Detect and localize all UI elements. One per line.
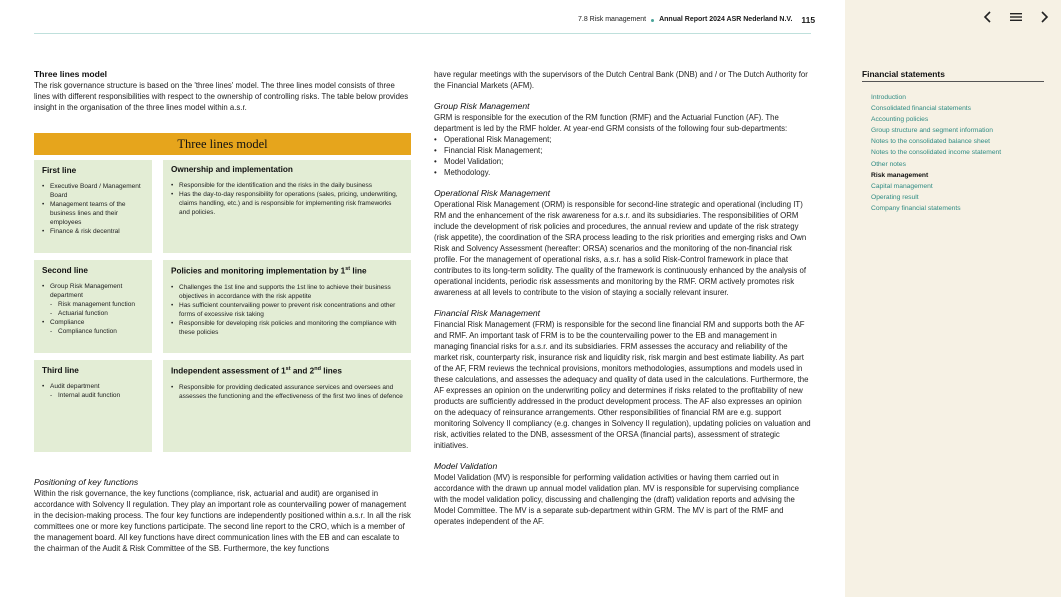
responsibility-list bbox=[171, 283, 403, 337]
responsibility-list bbox=[171, 181, 403, 217]
page-header bbox=[578, 14, 815, 26]
line-title: Third line bbox=[42, 366, 79, 375]
previous-page-button[interactable] bbox=[981, 10, 995, 24]
list-item: - Internal audit function bbox=[42, 391, 144, 400]
line-owner-panel bbox=[34, 360, 152, 452]
model-row bbox=[34, 260, 411, 353]
intro-block bbox=[434, 69, 811, 91]
list-item: • Has sufficient countervailing power to prevent risk concentrations and other forms of excessive risk taking bbox=[171, 301, 403, 319]
list-item: • Responsible for the identification and the risks in the daily business bbox=[171, 181, 403, 190]
frm-block bbox=[434, 308, 811, 451]
header-report-title: Annual Report 2024 ASR Nederland N.V. bbox=[659, 16, 793, 23]
bullet-list bbox=[434, 134, 811, 178]
orm-block bbox=[434, 188, 811, 298]
three-lines-model-title: Three lines model bbox=[34, 133, 411, 155]
chevron-left-icon bbox=[983, 11, 993, 23]
grm-block bbox=[434, 101, 811, 178]
header-divider bbox=[34, 33, 811, 34]
paragraph: Model Validation (MV) is responsible for performing validation activities or having them carried out in accordance with the drawn up annual model validation plan. MV is responsible for supervising compliance with the model validation policy, discussing and challenging the (draft) validation reports and advising the Model Committee. The MV is a separate sub-department within GRM. The MV is part of the RMF and operates independent of the AF. bbox=[434, 473, 799, 526]
list-item: • Operational Risk Management; bbox=[434, 134, 811, 145]
paragraph: The risk governance structure is based on the 'three lines' model. The three lines model consists of three lines with different responsibilities with respect to the ownership of controlling risks. The table below provides insight in the organisation of the three lines model within a.s.r. bbox=[34, 81, 409, 112]
model-row bbox=[34, 360, 411, 452]
list-item: • Responsible for providing dedicated assurance services and oversees and assesses the functioning and the effectiveness of the first two lines of defence bbox=[171, 383, 403, 401]
list-item: • Challenges the 1st line and supports the 1st line to achieve their business objectives in accordance with the risk appetite bbox=[171, 283, 403, 301]
menu-icon bbox=[1010, 12, 1022, 22]
owner-list bbox=[42, 182, 144, 236]
section-heading: Operational Risk Management bbox=[434, 188, 551, 198]
line-title: Second line bbox=[42, 266, 88, 275]
paragraph: Operational Risk Management (ORM) is responsible for second-line strategic and operational (including IT) RM and the enhancement of the risk awareness for a.s.r. and its subsidiaries. The responsibilities of ORM include the development of risk policies and procedures, the annual review and update of the risk strategy (risk appetite), the coordination of the SRA process leading to the risk priorities and emerging risks and Own Risk and Solvency Assessment (hereafter: ORSA) scenarios and the monitoring of the non-financial risk profile. For the management of operational risks, a.s.r. has a solid Risk-Control framework in place that contributes to its long-term solidity. The quality of the framework is continuously enhanced by the analysis of operational incidents, periodic risk assessments and monitoring by the RMF. ORM actively promotes risk awareness at all levels to contribute to the vision of staying a socially relevant insurer. bbox=[434, 200, 807, 297]
list-item: • Executive Board / Management Board bbox=[42, 182, 144, 200]
list-item: • Compliance bbox=[42, 318, 144, 327]
sidebar-item[interactable]: Operating result bbox=[871, 193, 919, 201]
list-item: • Responsible for developing risk policies and monitoring the compliance with these policies bbox=[171, 319, 403, 337]
separator-dot bbox=[651, 19, 654, 22]
sidebar-item[interactable]: Introduction bbox=[871, 94, 906, 101]
section-heading: Financial Risk Management bbox=[434, 308, 541, 318]
list-item: • Methodology. bbox=[434, 167, 811, 178]
positioning-section bbox=[34, 477, 411, 554]
section-heading: Model Validation bbox=[434, 461, 498, 471]
page-navigation bbox=[981, 10, 1051, 24]
line-responsibility-panel bbox=[163, 360, 411, 452]
line-responsibility-panel bbox=[163, 160, 411, 253]
list-item: • Model Validation; bbox=[434, 156, 811, 167]
list-item: • Has the day-to-day responsibility for operations (sales, pricing, underwriting, claims handling, etc.) and is responsible for implementing risk frameworks and policies. bbox=[171, 190, 403, 217]
list-item: • Management teams of the business lines and their employees bbox=[42, 200, 144, 227]
sidebar-item[interactable]: Consolidated financial statements bbox=[871, 105, 971, 113]
owner-list bbox=[42, 282, 144, 336]
responsibility-title: Policies and monitoring implementation by 1st line bbox=[171, 266, 367, 276]
sidebar-item[interactable]: Other notes bbox=[871, 160, 906, 168]
right-column bbox=[434, 69, 811, 537]
list-item: - Actuarial function bbox=[42, 309, 144, 318]
chevron-right-icon bbox=[1039, 11, 1049, 23]
sidebar-item[interactable]: Capital management bbox=[871, 182, 933, 190]
section-heading: Group Risk Management bbox=[434, 101, 530, 111]
list-item: - Compliance function bbox=[42, 327, 144, 336]
sidebar-item[interactable]: Notes to the consolidated income statement bbox=[871, 149, 1002, 157]
line-responsibility-panel bbox=[163, 260, 411, 353]
line-title: First line bbox=[42, 166, 77, 175]
menu-button[interactable] bbox=[1009, 10, 1023, 24]
section-heading: Three lines model bbox=[34, 69, 108, 79]
line-owner-panel bbox=[34, 260, 152, 353]
section-heading: Positioning of key functions bbox=[34, 477, 139, 487]
line-owner-panel bbox=[34, 160, 152, 253]
model-row bbox=[34, 160, 411, 253]
list-item: • Audit department bbox=[42, 382, 144, 391]
responsibility-title: Ownership and implementation bbox=[171, 165, 293, 174]
sidebar-item[interactable]: Notes to the consolidated balance sheet bbox=[871, 138, 990, 146]
paragraph: have regular meetings with the supervisors of the Dutch Central Bank (DNB) and / or The Dutch Authority for the Financial Markets (AFM). bbox=[434, 70, 808, 90]
owner-list bbox=[42, 382, 144, 400]
sidebar-item[interactable]: Accounting policies bbox=[871, 116, 929, 124]
mv-block bbox=[434, 461, 811, 527]
sidebar-title: Financial statements bbox=[862, 69, 945, 79]
paragraph: GRM is responsible for the execution of the RM function (RMF) and the Actuarial Function (AF). The department is led by the RMF holder. At year-end GRM consists of the following four sub-departments: bbox=[434, 113, 788, 133]
sidebar-item[interactable]: Group structure and segment information bbox=[871, 127, 993, 135]
next-page-button[interactable] bbox=[1037, 10, 1051, 24]
sidebar-item[interactable]: Risk management bbox=[871, 171, 929, 179]
list-item: • Finance & risk decentral bbox=[42, 227, 144, 236]
responsibility-list bbox=[171, 383, 403, 401]
list-item: • Financial Risk Management; bbox=[434, 145, 811, 156]
page-number: 115 bbox=[801, 15, 816, 25]
sidebar bbox=[845, 0, 1061, 597]
three-lines-intro-section bbox=[34, 69, 411, 113]
sidebar-item[interactable]: Company financial statements bbox=[871, 204, 961, 212]
paragraph: Financial Risk Management (FRM) is responsible for the second line financial RM and supports both the AF and RMF. An important task of FRM is to be the countervailing power to the EB and management in managing financial risks for a.s.r. and its subsidiaries. FRM assesses the accuracy and reliability of the market risk, counterparty risk, insurance risk and liquidity risk, risk margin and best estimate liability. As part of the AF, FRM reviews the technical provisions, monitors methodologies, assumptions and models used in these calculations, and assesses the adequacy and quality of data used in the calculations. Furthermore, the AF expresses an opinion on the underwriting policy and determines if risks related to the profitability of new products are sufficiently addressed in the product development process. The AF also expresses an opinion on the adequacy of reinsurance arrangements. Other responsibilities of financial RM are e.g. support monitoring Solvency II compliancy (e.g. changes in Solvency II regulation), updating policies on valuation and risk, activities related to the DNB, assessment of the ORSA (financial parts), assessment of strategic initiatives. bbox=[434, 320, 811, 450]
header-section: 7.8 Risk management bbox=[578, 16, 647, 23]
list-item: • Group Risk Management department bbox=[42, 282, 144, 300]
sidebar-nav bbox=[871, 92, 1001, 214]
sidebar-divider bbox=[862, 81, 1044, 82]
paragraph: Within the risk governance, the key functions (compliance, risk, actuarial and audit) are organised in accordance with Solvency II regulation. They play an important role as countervailing power of management in the decision-making process. The four key functions are independently positioned within a.s.r. In all the risk committees one or more key functions participate. The second line report to the CRO, which is a member of the management board. All key functions have direct communication lines with the EB and can escalate to the chairman of the Audit & Risk Committee of the SB. Furthermore, the key functions bbox=[34, 489, 411, 553]
responsibility-title: Independent assessment of 1st and 2nd lines bbox=[171, 366, 342, 376]
list-item: - Risk management function bbox=[42, 300, 144, 309]
